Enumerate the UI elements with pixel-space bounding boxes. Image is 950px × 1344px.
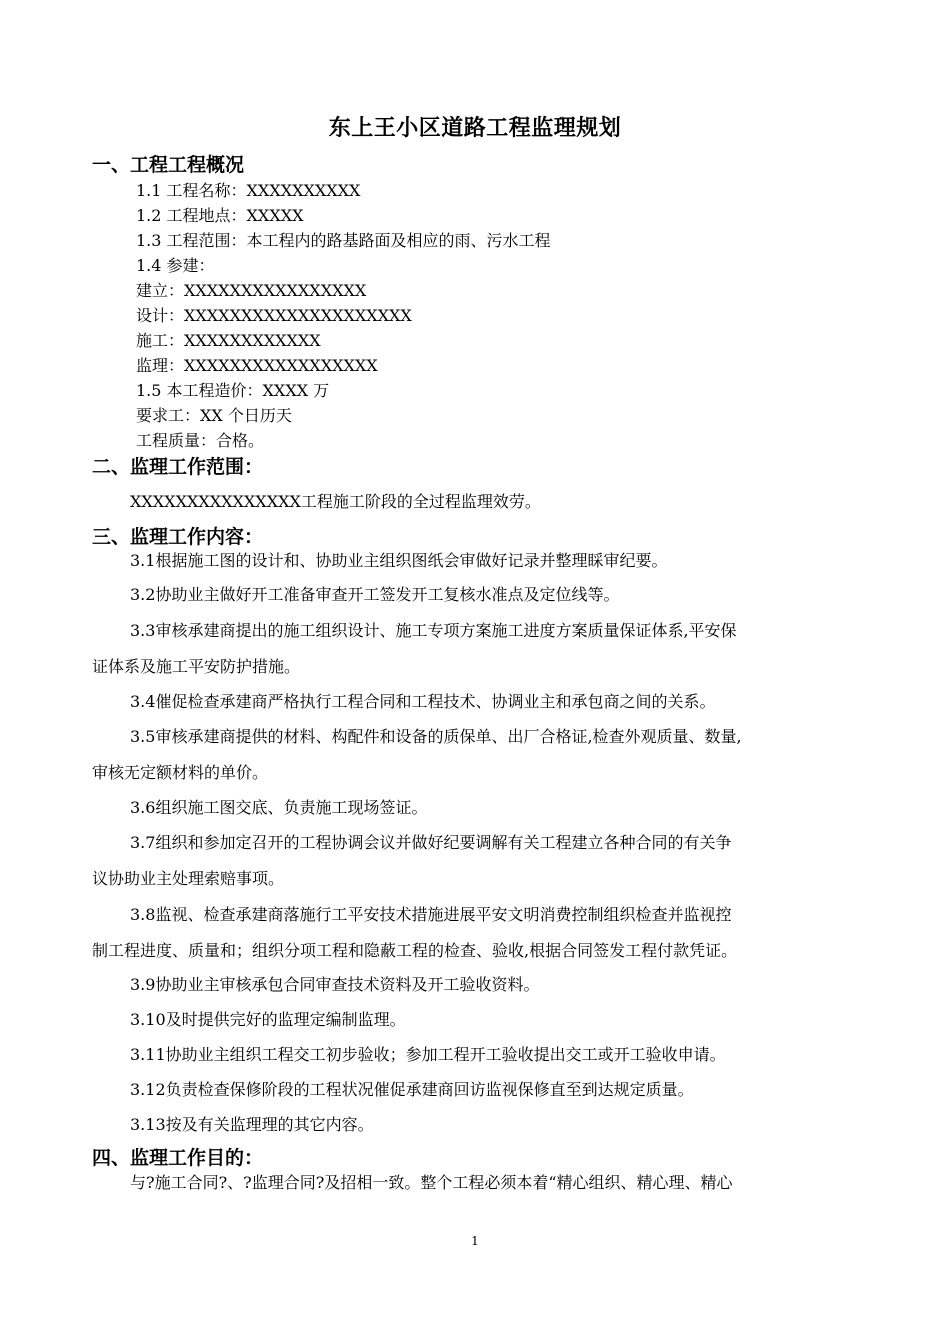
- duration-line: 要求工：XX 个日历天: [136, 406, 292, 425]
- quality-line: 工程质量：合格。: [136, 431, 265, 450]
- section2-text: XXXXXXXXXXXXXXX工程施工阶段的全过程监理效劳。: [130, 492, 541, 511]
- document-title: 东上王小区道路工程监理规划: [328, 116, 622, 141]
- construction-line: 施工：XXXXXXXXXXXX: [136, 331, 321, 350]
- owner-line: 建立：XXXXXXXXXXXXXXXX: [136, 281, 367, 300]
- item-3-6: 3.6组织施工图交底、负责施工现场签证。: [130, 798, 428, 817]
- item-3-5-cont: 审核无定额材料的单价。: [92, 763, 269, 782]
- participants-line: 1.4 参建：: [136, 256, 215, 275]
- item-3-12: 3.12负责检查保修阶段的工程状况催促承建商回访监视保修直至到达规定质量。: [130, 1080, 694, 1099]
- item-3-7-cont: 议协助业主处理索赔事项。: [92, 869, 285, 888]
- item-3-10: 3.10及时提供完好的监理定编制监理。: [130, 1010, 406, 1029]
- project-name-line: 1.1 工程名称：XXXXXXXXXX: [136, 181, 361, 200]
- item-3-8: 3.8监视、检查承建商落施行工平安技术措施进展平安文明消费控制组织检查并监视控: [130, 905, 732, 924]
- section3-heading: 三、监理工作内容：: [92, 526, 264, 548]
- section2-heading: 二、监理工作范围：: [92, 456, 264, 478]
- cost-line: 1.5 本工程造价：XXXX 万: [136, 381, 330, 400]
- design-line: 设计：XXXXXXXXXXXXXXXXXXXX: [136, 306, 412, 325]
- item-3-5: 3.5审核承建商提供的材料、构配件和设备的质保单、出厂合格证,检查外观质量、数量,: [130, 727, 742, 746]
- item-3-11: 3.11协助业主组织工程交工初步验收；参加工程开工验收提出交工或开工验收申请。: [130, 1045, 726, 1064]
- item-3-3: 3.3审核承建商提出的施工组织设计、施工专项方案施工进度方案质量保证体系,平安保: [130, 621, 737, 640]
- item-3-4: 3.4催促检查承建商严格执行工程合同和工程技术、协调业主和承包商之间的关系。: [130, 692, 716, 711]
- section4-heading: 四、监理工作目的：: [92, 1147, 264, 1169]
- project-location-line: 1.2 工程地点：XXXXX: [136, 206, 304, 225]
- item-3-2: 3.2协助业主做好开工准备审查开工签发开工复核水准点及定位线等。: [130, 585, 620, 604]
- supervision-line: 监理：XXXXXXXXXXXXXXXXX: [136, 356, 378, 375]
- section1-heading: 一、工程工程概况: [92, 154, 245, 176]
- item-3-3-cont: 证体系及施工平安防护措施。: [92, 657, 301, 676]
- page-number: 1: [471, 1234, 479, 1248]
- project-scope-line: 1.3 工程范围：本工程内的路基路面及相应的雨、污水工程: [136, 231, 551, 250]
- item-3-1: 3.1根据施工图的设计和、协助业主组织图纸会审做好记录并整理睬审纪要。: [130, 551, 668, 570]
- item-3-8-cont: 制工程进度、质量和；组织分项工程和隐蔽工程的检查、验收,根据合同签发工程付款凭证。: [92, 941, 738, 960]
- item-3-13: 3.13按及有关监理理的其它内容。: [130, 1115, 374, 1134]
- section4-text: 与?施工合同?、?监理合同?及招相一致。整个工程必须本着“精心组织、精心理、精心: [130, 1173, 733, 1192]
- item-3-9: 3.9协助业主审核承包合同审查技术资料及开工验收资料。: [130, 975, 540, 994]
- item-3-7: 3.7组织和参加定召开的工程协调会议并做好纪要调解有关工程建立各种合同的有关争: [130, 833, 732, 852]
